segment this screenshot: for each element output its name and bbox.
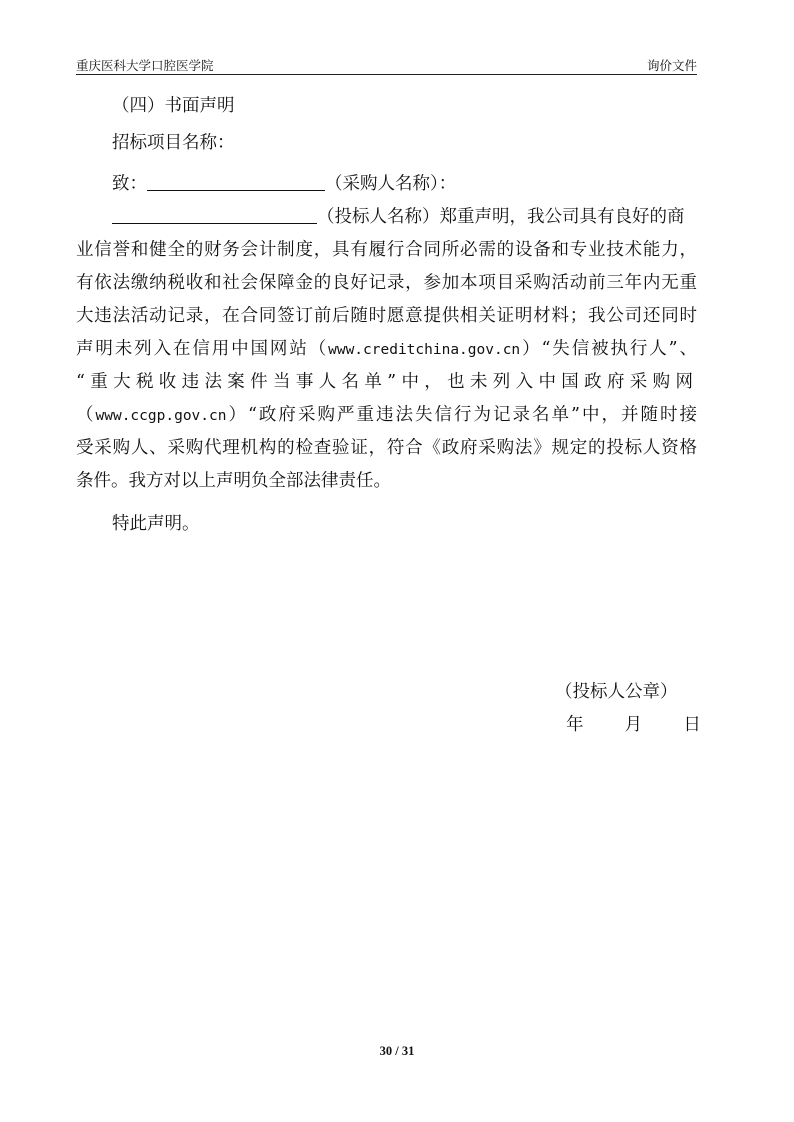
addressee-suffix: （采购人名称）： bbox=[325, 174, 457, 194]
body-line-creditchina bbox=[76, 333, 697, 366]
section-title: （四）书面声明 bbox=[112, 96, 235, 116]
project-name-label: 招标项目名称： bbox=[112, 133, 235, 153]
page-header bbox=[76, 50, 697, 75]
addressee-line bbox=[112, 168, 456, 200]
purchaser-name-blank[interactable] bbox=[147, 170, 325, 191]
body-line-ccgp bbox=[76, 399, 697, 432]
bidder-name-blank[interactable] bbox=[112, 203, 317, 224]
creditchina-after: ）“失信被执行人”、 bbox=[520, 339, 697, 359]
body-line-1: 业信誉和健全的财务会计制度，具有履行合同所必需的设备和专业技术能力， bbox=[76, 240, 697, 260]
closing-statement: 特此声明。 bbox=[112, 514, 200, 534]
bidder-statement-start: （投标人名称）郑重声明，我公司具有良好的商 bbox=[317, 207, 685, 227]
body-line-3: 大违法活动记录，在合同签订前后随时愿意提供相关证明材料；我公司还同时 bbox=[76, 306, 697, 326]
creditchina-url: www.creditchina.gov.cn bbox=[328, 342, 521, 358]
page-number: 30 / 31 bbox=[379, 1044, 415, 1058]
addressee-prefix: 致： bbox=[112, 174, 147, 194]
ccgp-after: ）“政府采购严重违法失信行为记录名单”中，并随时接 bbox=[226, 405, 697, 425]
signature-date bbox=[566, 711, 701, 736]
ccgp-url: www.ccgp.gov.cn bbox=[95, 408, 227, 424]
bidder-seal-label: （投标人公章） bbox=[555, 682, 678, 702]
date-month: 月 bbox=[624, 715, 643, 735]
date-day: 日 bbox=[683, 715, 701, 735]
bidder-line bbox=[112, 201, 685, 233]
body-line-tax: “重大税收违法案件当事人名单”中，也未列入中国政府采购网 bbox=[76, 372, 697, 392]
body-line-5: 条件。我方对以上声明负全部法律责任。 bbox=[76, 471, 391, 491]
header-doc-type: 询价文件 bbox=[646, 58, 697, 73]
body-line-4: 受采购人、采购代理机构的检查验证，符合《政府采购法》规定的投标人资格 bbox=[76, 438, 697, 458]
header-institution: 重庆医科大学口腔医学院 bbox=[76, 58, 214, 73]
date-year: 年 bbox=[566, 715, 584, 735]
creditchina-before: 声明未列入在信用中国网站（ bbox=[76, 339, 329, 359]
body-line-2: 有依法缴纳税收和社会保障金的良好记录，参加本项目采购活动前三年内无重 bbox=[76, 273, 697, 293]
ccgp-before: （ bbox=[76, 405, 96, 425]
